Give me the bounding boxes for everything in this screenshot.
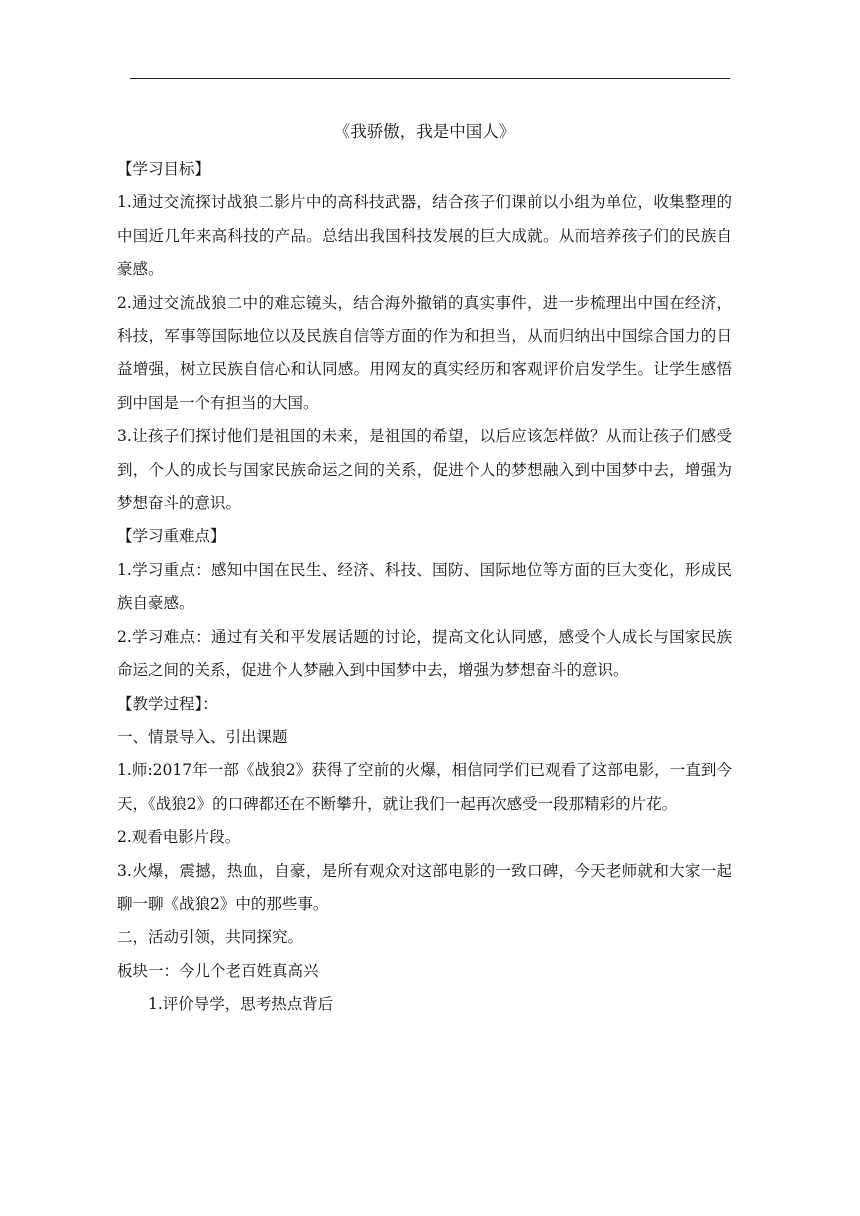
document-title: 《我骄傲，我是中国人》: [333, 122, 516, 141]
process-paragraph-2: 2.观看电影片段。: [117, 828, 241, 847]
process-step-activity: 二，活动引领，共同探究。: [117, 928, 304, 947]
section-heading-objectives: 【学习目标】: [117, 160, 211, 178]
key-point-paragraph-1: 1.学习重点：感知中国在民生、经济、科技、国防、国际地位等方面的巨大变化，形成民族自豪感。: [117, 560, 732, 613]
header-rule: [130, 78, 730, 79]
process-module-1: 板块一：今儿个老百姓真高兴: [117, 961, 319, 980]
process-paragraph-3: 3.火爆，震撼，热血，自豪，是所有观众对这部电影的一致口碑，今天老师就和大家一起聊一聊《战狼2》中的那些事。: [117, 861, 732, 913]
process-module-1-item-1: 1.评价导学，思考热点背后: [148, 995, 334, 1014]
section-heading-key-points: 【学习重难点】: [117, 527, 226, 546]
section-heading-process: 【教学过程】：: [117, 694, 218, 713]
process-step-intro: 一、情景导入、引出课题: [117, 727, 288, 746]
process-paragraph-1: 1.师:2017年一部《战狼2》获得了空前的火爆，相信同学们已观看了这部电影，一直到今天，《战狼2》的口碑都还在不断攀升，就让我们一起再次感受一段那精彩的片花。: [117, 761, 732, 813]
objective-paragraph-3: 3.让孩子们探讨他们是祖国的未来，是祖国的希望，以后应该怎样做？从而让孩子们感受到，个人的成长与国家民族命运之间的关系，促进个人的梦想融入到中国梦中去，增强为梦想奋斗的意识。: [117, 427, 732, 513]
objective-paragraph-1: 1.通过交流探讨战狼二影片中的高科技武器，结合孩子们课前以小组为单位，收集整理的中国近几年来高科技的产品。总结出我国科技发展的巨大成就。从而培养孩子们的民族自豪感。: [117, 193, 732, 279]
key-point-paragraph-2: 2.学习难点：通过有关和平发展话题的讨论，提高文化认同感，感受个人成长与国家民族命运之间的关系，促进个人梦融入到中国梦中去，增强为梦想奋斗的意识。: [117, 627, 732, 680]
objective-paragraph-2: 2.通过交流战狼二中的难忘镜头，结合海外撤销的真实事件，进一步梳理出中国在经济，科技，军事等国际地位以及民族自信等方面的作为和担当，从而归纳出中国综合国力的日益增强，树立民族自信心和认同感。用网友的真实经历和客观评价启发学生。让学生感悟到中国是一个有担当的大国。: [117, 293, 732, 412]
document-body: [117, 112, 732, 1022]
